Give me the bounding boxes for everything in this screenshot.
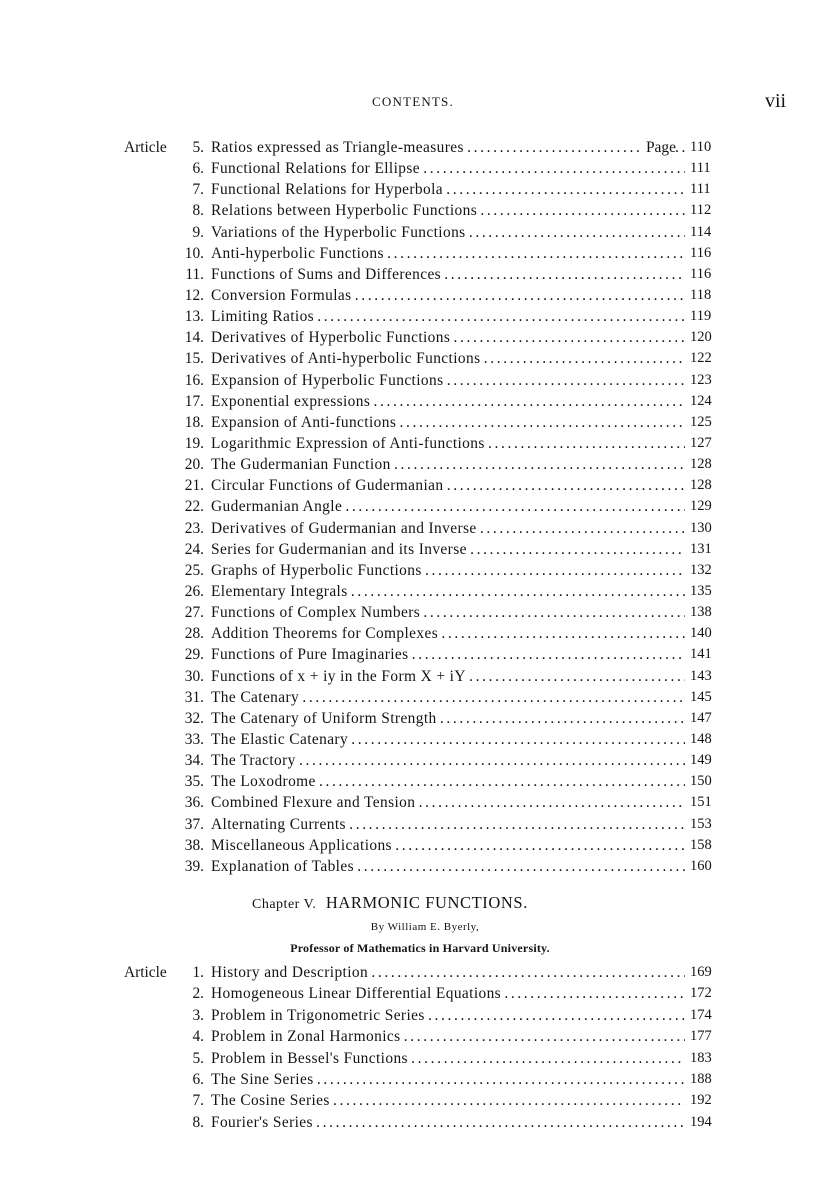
article-number: 16. (184, 371, 204, 389)
toc-entry (0, 856, 840, 877)
page-ref: 131 (690, 540, 712, 557)
article-number: 36. (184, 794, 204, 812)
page-ref: 169 (690, 964, 712, 980)
chapter-author-affiliation: Professor of Mathematics in Harvard University. (290, 941, 550, 955)
contents-list-harmonic (0, 962, 840, 1133)
article-title: Miscellaneous Applications . . . (211, 835, 685, 856)
article-number: 17. (184, 392, 204, 410)
toc-entry (0, 306, 840, 327)
toc-entry (0, 454, 840, 475)
toc-entry (0, 433, 840, 454)
article-number: 9. (192, 223, 204, 241)
toc-entry (0, 666, 840, 687)
article-number: 26. (184, 582, 204, 600)
article-number: 33. (184, 730, 204, 748)
article-number: 4. (192, 1028, 204, 1046)
article-number: 34. (184, 752, 204, 770)
article-title: Exponential expressions . . . (211, 391, 685, 412)
toc-entry (0, 962, 840, 983)
article-number: 23. (184, 519, 204, 537)
article-title: Gudermanian Angle . . . (211, 496, 685, 517)
article-title: Addition Theorems for Complexes . . . (211, 623, 685, 644)
article-title: Derivatives of Hyperbolic Functions . . . (211, 327, 685, 348)
toc-entry (0, 1005, 840, 1026)
toc-entry (0, 391, 840, 412)
article-number: 22. (184, 498, 204, 516)
toc-entry (0, 771, 840, 792)
page-ref: 123 (690, 371, 712, 388)
toc-entry (0, 1112, 840, 1133)
page-ref: 119 (690, 308, 712, 325)
page-ref: 125 (690, 413, 712, 430)
article-title: Ratios expressed as Triangle-measures . . . (211, 137, 685, 158)
article-title: Problem in Bessel's Functions . . . (211, 1048, 685, 1069)
page-ref: 122 (690, 350, 712, 367)
page-ref: 174 (690, 1006, 712, 1023)
toc-entry (0, 729, 840, 750)
toc-entry (0, 348, 840, 369)
article-title: Functions of Pure Imaginaries . . . (211, 644, 685, 665)
article-number: 6. (192, 160, 204, 178)
page-ref: 114 (690, 223, 712, 240)
article-title: Fourier's Series . . . (211, 1112, 685, 1133)
toc-entry (0, 814, 840, 835)
article-number: 13. (184, 308, 204, 326)
article-number: 27. (184, 604, 204, 622)
page-ref: 124 (690, 392, 712, 409)
article-number: 18. (184, 413, 204, 431)
article-title: Functions of Sums and Differences . . . (211, 264, 685, 285)
article-title: Functions of Complex Numbers . . . (211, 602, 685, 623)
page-ref: 158 (690, 836, 712, 853)
toc-entry (0, 539, 840, 560)
article-title: The Sine Series . . . (211, 1069, 685, 1090)
page-ref: 120 (690, 329, 712, 346)
article-title: Functions of x + iy in the Form X + iY . . . (211, 666, 685, 687)
page-ref: 111 (690, 181, 711, 198)
page-ref: 192 (690, 1092, 712, 1109)
toc-entry (0, 1090, 840, 1111)
article-number: 38. (184, 836, 204, 854)
article-title: Graphs of Hyperbolic Functions . . . (211, 560, 685, 581)
article-title: Circular Functions of Gudermanian . . . (211, 475, 685, 496)
article-title: Explanation of Tables . . . (211, 856, 685, 877)
page-ref: 148 (690, 730, 712, 747)
page-ref: 150 (690, 773, 712, 790)
article-title: Problem in Trigonometric Series . . . (211, 1005, 685, 1026)
article-number: 3. (192, 1006, 204, 1024)
toc-entry (0, 644, 840, 665)
page-ref: 111 (690, 160, 711, 177)
article-number: 25. (184, 561, 204, 579)
page-ref: 110 (690, 139, 712, 155)
toc-entry (0, 285, 840, 306)
article-title: The Catenary . . . (211, 687, 685, 708)
article-number: 37. (184, 815, 204, 833)
page-ref: 141 (690, 646, 712, 663)
article-title: Variations of the Hyperbolic Functions . . . (211, 222, 685, 243)
toc-entry (0, 475, 840, 496)
article-title: Conversion Formulas . . . (211, 285, 685, 306)
article-title: Anti-hyperbolic Functions . . . (211, 243, 685, 264)
article-title: Elementary Integrals . . . (211, 581, 685, 602)
article-number: 7. (192, 181, 204, 199)
page-ref: 116 (690, 265, 712, 282)
toc-entry (0, 137, 840, 158)
page-ref: 129 (690, 498, 712, 515)
page-ref: 151 (690, 794, 712, 811)
page-ref: 149 (690, 752, 712, 769)
page-ref: 118 (690, 286, 712, 303)
page-column-label: Page (643, 137, 676, 158)
page-ref: 127 (690, 434, 712, 451)
article-title: The Catenary of Uniform Strength . . . (211, 708, 685, 729)
article-title: Expansion of Hyperbolic Functions . . . (211, 370, 685, 391)
article-number: 8. (192, 202, 204, 220)
article-number: 15. (184, 350, 204, 368)
page-ref: 130 (690, 519, 712, 536)
toc-entry (0, 983, 840, 1004)
article-title: The Cosine Series . . . (211, 1090, 685, 1111)
toc-entry (0, 179, 840, 200)
article-number: 6. (192, 1070, 204, 1088)
article-title: Problem in Zonal Harmonics . . . (211, 1026, 685, 1047)
page-ref: 138 (690, 604, 712, 621)
page-ref: 128 (690, 477, 712, 494)
page-header (0, 92, 840, 112)
article-number: 7. (192, 1092, 204, 1110)
toc-entry (0, 243, 840, 264)
toc-entry (0, 264, 840, 285)
article-title: Combined Flexure and Tension . . . (211, 792, 685, 813)
article-number: 29. (184, 646, 204, 664)
page-number: vii (765, 90, 787, 112)
contents-list-hyperbolic (0, 137, 840, 877)
article-number: 1. (192, 964, 204, 981)
article-number: 2. (192, 985, 204, 1003)
toc-entry (0, 602, 840, 623)
article-number: 5. (192, 1049, 204, 1067)
article-number: 31. (184, 688, 204, 706)
article-number: 24. (184, 540, 204, 558)
toc-entry (0, 370, 840, 391)
chapter-author: By William E. Byerly, (370, 921, 480, 933)
article-title: The Tractory . . . (211, 750, 685, 771)
page-ref: 153 (690, 815, 712, 832)
article-number: 12. (184, 286, 204, 304)
page-ref: 147 (690, 709, 712, 726)
article-title: The Gudermanian Function . . . (211, 454, 685, 475)
toc-entry (0, 1069, 840, 1090)
toc-entry (0, 158, 840, 179)
page-ref: 112 (690, 202, 712, 219)
article-number: 14. (184, 329, 204, 347)
article-number: 20. (184, 456, 204, 474)
article-label: Article (124, 139, 167, 156)
article-number: 30. (184, 667, 204, 685)
article-title: Homogeneous Linear Differential Equations . . . (211, 983, 685, 1004)
article-number: 5. (192, 139, 204, 156)
page-ref: 132 (690, 561, 712, 578)
toc-entry (0, 1026, 840, 1047)
toc-entry (0, 560, 840, 581)
toc-entry (0, 792, 840, 813)
article-number: 28. (184, 625, 204, 643)
page-ref: 172 (690, 985, 712, 1002)
article-number: 8. (192, 1113, 204, 1131)
chapter-title-line (252, 893, 528, 913)
page-ref: 143 (690, 667, 712, 684)
article-number: 10. (184, 244, 204, 262)
article-number: 32. (184, 709, 204, 727)
page-ref: 183 (690, 1049, 712, 1066)
page-ref: 194 (690, 1113, 712, 1130)
chapter-label: Chapter V. (252, 897, 317, 912)
toc-entry (0, 222, 840, 243)
toc-entry (0, 496, 840, 517)
page-ref: 128 (690, 456, 712, 473)
article-title: Functional Relations for Ellipse . . . (211, 158, 685, 179)
article-number: 21. (184, 477, 204, 495)
page-ref: 160 (690, 857, 712, 874)
chapter-title: HARMONIC FUNCTIONS. (325, 893, 528, 912)
article-title: Functional Relations for Hyperbola . . . (211, 179, 685, 200)
article-title: Series for Gudermanian and its Inverse . . . (211, 539, 685, 560)
toc-entry (0, 327, 840, 348)
article-label: Article (124, 964, 167, 981)
page-ref: 140 (690, 625, 712, 642)
article-number: 39. (184, 857, 204, 875)
article-title: Relations between Hyperbolic Functions . . . (211, 200, 685, 221)
running-title: CONTENTS. (372, 94, 454, 109)
article-number: 19. (184, 434, 204, 452)
toc-entry (0, 412, 840, 433)
toc-entry (0, 200, 840, 221)
article-title: Alternating Currents . . . (211, 814, 685, 835)
toc-entry (0, 581, 840, 602)
page-ref: 145 (690, 688, 712, 705)
toc-entry (0, 1048, 840, 1069)
toc-entry (0, 687, 840, 708)
page-ref: 188 (690, 1070, 712, 1087)
toc-entry (0, 708, 840, 729)
article-title: History and Description . . . (211, 962, 685, 983)
article-title: Limiting Ratios . . . (211, 306, 685, 327)
article-number: 35. (184, 773, 204, 791)
article-title: The Loxodrome . . . (211, 771, 685, 792)
toc-entry (0, 835, 840, 856)
toc-entry (0, 750, 840, 771)
article-title: Logarithmic Expression of Anti-functions . . . (211, 433, 685, 454)
article-title: Derivatives of Gudermanian and Inverse . . . (211, 518, 685, 539)
article-number: 11. (185, 265, 204, 283)
toc-entry (0, 518, 840, 539)
page-ref: 177 (690, 1028, 712, 1045)
article-title: The Elastic Catenary . . . (211, 729, 685, 750)
page-ref: 116 (690, 244, 712, 261)
article-title: Derivatives of Anti-hyperbolic Functions . . . (211, 348, 685, 369)
page-ref: 135 (690, 582, 712, 599)
article-title: Expansion of Anti-functions . . . (211, 412, 685, 433)
toc-entry (0, 623, 840, 644)
